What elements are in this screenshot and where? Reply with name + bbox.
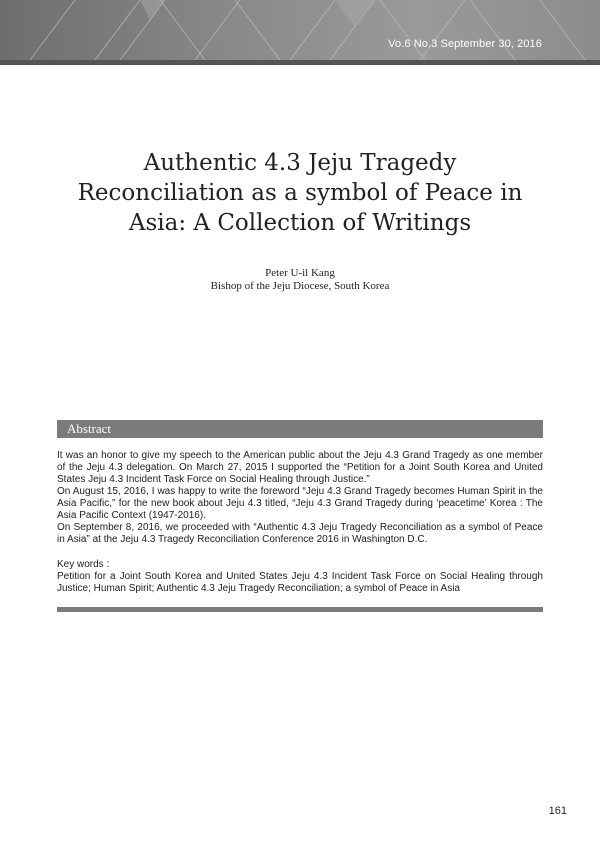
section-divider (57, 607, 543, 612)
journal-issue-info: Vo.6 No.3 September 30, 2016 (388, 38, 542, 50)
abstract-paragraph: On August 15, 2016, I was happy to write the foreword “Jeju 4.3 Grand Tragedy becomes Human Spirit in the Asia Pacific,” for the new book about Jeju 4.3 titled, “Jeju 4.3 Grand Tragedy during ‘peacetime’ Korea : The Asia Pacific Context (1947-2016). (57, 486, 543, 521)
header-strip (0, 60, 600, 65)
page-number: 161 (548, 805, 567, 817)
paper-title (40, 148, 560, 238)
keywords-text: Petition for a Joint South Korea and United States Jeju 4.3 Incident Task Force on Social Healing through Justice; Human Spirit; Authentic 4.3 Jeju Tragedy Reconciliation; a symbol of Peace in Asia (57, 571, 543, 594)
title-line: Reconciliation as a symbol of Peace in (77, 180, 523, 206)
header-banner (0, 0, 600, 60)
abstract-heading: Abstract (67, 421, 112, 436)
title-line: Authentic 4.3 Jeju Tragedy (143, 150, 457, 176)
title-line: Asia: A Collection of Writings (128, 210, 472, 236)
author-name: Peter U-il Kang (265, 267, 335, 279)
keywords-label: Key words : (57, 559, 110, 570)
abstract-body (57, 450, 543, 546)
decorative-lines (0, 0, 600, 60)
abstract-paragraph: On September 8, 2016, we proceeded with “Authentic 4.3 Jeju Tragedy Reconciliation as a symbol of Peace in Asia” at the Jeju 4.3 Tragedy Reconciliation Conference 2016 in Washington D.C. (57, 522, 543, 545)
abstract-paragraph: It was an honor to give my speech to the American public about the Jeju 4.3 Grand Tragedy as one member of the Jeju 4.3 delegation. On March 27, 2015 I supported the “Petition for a Joint South Korea and United States Jeju 4.3 Incident Task Force on Social Healing through Justice.” (57, 450, 543, 485)
author-affiliation: Bishop of the Jeju Diocese, South Korea (210, 280, 390, 292)
abstract-heading-bar (57, 420, 543, 438)
author-block (0, 267, 600, 293)
